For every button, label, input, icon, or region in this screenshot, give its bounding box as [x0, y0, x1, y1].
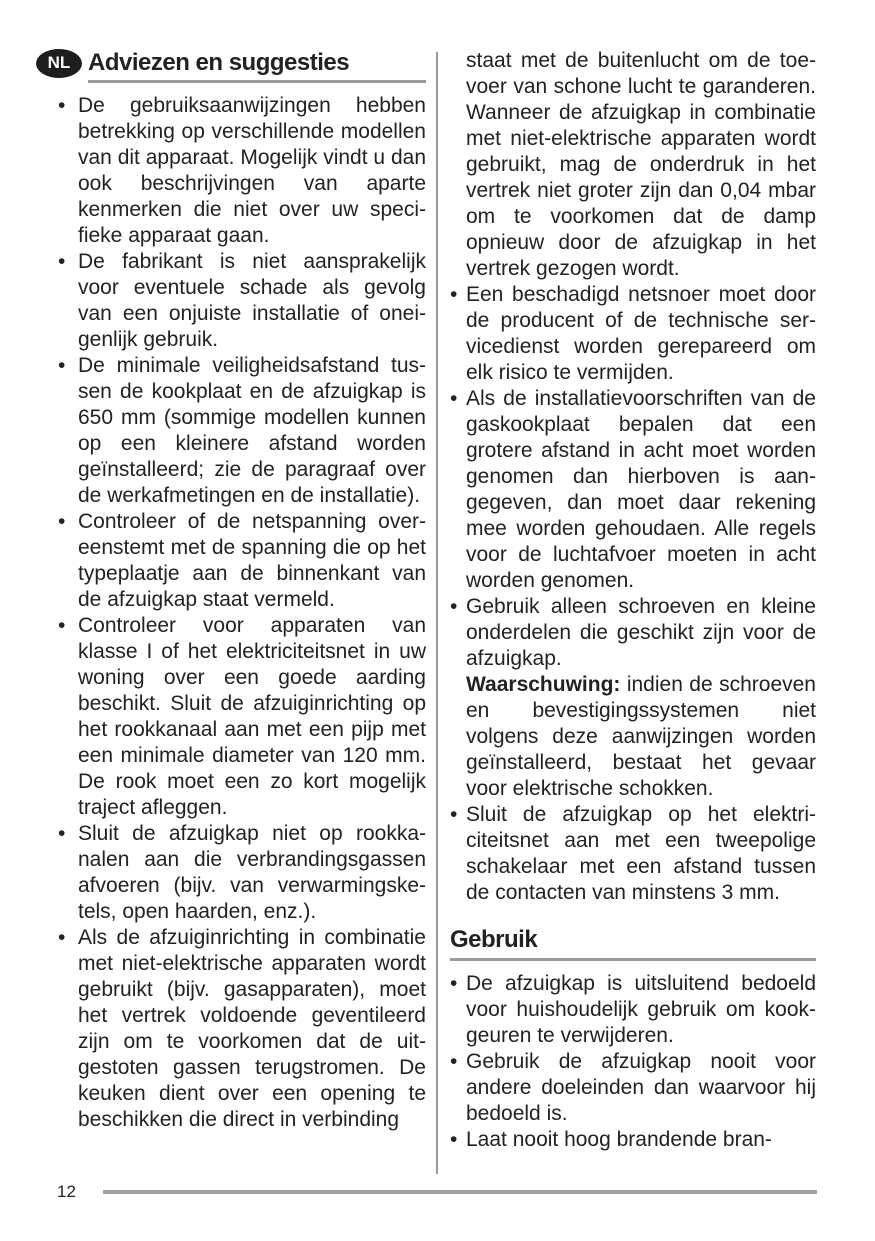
bullet-icon: • [58, 354, 66, 377]
bullet-icon: • [450, 803, 458, 826]
list-item: • Gebruik alleen schroeven en kleine onderdelen die geschikt zijn voor de afzuigkap. Waarschuwing: indien de schroeven en bevestigingssystemen niet volgens deze aanwijzingen worden geïnstalleerd, bestaat het gevaar voor elektrische schokken. [450, 595, 816, 800]
language-badge: NL [36, 49, 82, 78]
bullet-icon: • [58, 822, 66, 845]
list-item: • Als de afzuiginrichting in combinatie met niet-elektrische apparaten wordt gebruikt (bijv. gasapparaten), moet het vertrek voldoende geventileerd zijn om te voorkomen dat de uitgestoten gassen terugstromen. De keuken dient over een opening te beschikken die direct in verbinding [58, 926, 426, 1131]
right-column [450, 48, 816, 1153]
heading-underline [450, 958, 816, 961]
usage-list [450, 971, 816, 1153]
list-item: • Controleer voor apparaten van klasse I of het elektriciteitsnet in uw woning over een goede aarding beschikt. Sluit de afzuiginrichting op het rookkanaal aan met een pijp met een minimale diameter van 120 mm. De rook moet een zo kort mogelijk traject afleggen. [58, 614, 426, 819]
section-title-usage: Gebruik [450, 926, 538, 953]
bullet-icon: • [450, 972, 458, 995]
list-item: • Laat nooit hoog brandende bran- [450, 1128, 772, 1151]
list-item: • De gebruiksaanwijzingen hebben betrekking op verschillende modellen van dit apparaat. Mogelijk vindt u dan ook beschrijvingen van aparte kenmerken die niet over uw specifieke apparaat gaan. [58, 94, 426, 247]
list-item: • Controleer of de netspanning overeenstemt met de spanning die op het typeplaatje aan de binnenkant van de afzuigkap staat vermeld. [58, 510, 426, 611]
advice-list-continued [450, 282, 816, 906]
list-item: • De afzuigkap is uitsluitend bedoeld voor huishoudelijk gebruik om kookgeuren te verwijderen. [450, 972, 816, 1047]
section-title: Adviezen en suggesties [88, 49, 350, 76]
footer-rule [103, 1190, 817, 1194]
list-item: • De minimale veiligheidsafstand tussen de kookplaat en de afzuigkap is 650 mm (sommige modellen kunnen op een kleinere afstand worden geïnstalleerd; zie de paragraaf over de werkafmetingen en de installatie). [58, 354, 426, 507]
bullet-icon: • [58, 926, 66, 949]
list-item: • Sluit de afzuigkap niet op rookkanalen aan die verbrandingsgassen afvoeren (bijv. van verwarmingsketels, open haarden, enz.). [58, 822, 426, 923]
bullet-icon: • [450, 283, 458, 306]
bullet-icon: • [58, 510, 66, 533]
bullet-icon: • [450, 595, 458, 618]
list-item: • Sluit de afzuigkap op het elektriciteitsnet aan met een tweepolige schakelaar met een afstand tussen de contacten van minstens 3 mm. [450, 803, 816, 904]
warning-paragraph [466, 672, 816, 802]
bullet-icon: • [58, 94, 66, 117]
section-heading-advice [36, 48, 426, 78]
heading-underline [88, 80, 426, 83]
list-item: • Als de installatievoorschriften van de gaskookplaat bepalen dat een grotere afstand in acht moet worden genomen dan hierboven is aangegeven, dan moet daar rekening mee worden gehoudaen. Alle regels voor de luchtafvoer moeten in acht worden genomen. [450, 387, 816, 592]
section-usage [450, 925, 816, 1153]
bullet-icon: • [450, 387, 458, 410]
bullet-icon: • [58, 250, 66, 273]
warning-text: indien de schroeven en bevestigingssystemen niet volgens deze aanwijzingen worden geïnstalleerd, bestaat het gevaar voor elektrische schokken. [466, 673, 816, 800]
bullet-icon: • [58, 614, 66, 637]
list-item: • De fabrikant is niet aansprakelijk voor eventuele schade als gevolg van een onjuiste installatie of oneigenlijk gebruik. [58, 250, 426, 351]
advice-list [36, 93, 426, 1133]
page-number: 12 [57, 1182, 76, 1201]
list-item: • Een beschadigd netsnoer moet door de producent of de technische servicedienst worden gerepareerd om elk risico te vermijden. [450, 283, 816, 384]
list-item: • Gebruik de afzuigkap nooit voor andere doeleinden dan waarvoor hij bedoeld is. [450, 1050, 816, 1125]
page-footer [57, 1179, 817, 1205]
bullet-icon: • [450, 1050, 458, 1073]
warning-label: Waarschuwing: [466, 673, 621, 696]
column-divider [436, 52, 438, 1174]
left-column [36, 48, 426, 1133]
continued-paragraph: staat met de buitenlucht om de toevoer van schone lucht te garanderen. Wanneer de afzuigkap in combinatie met niet-elektrische apparaten wordt gebruikt, mag de onderdruk in het vertrek niet groter zijn dan 0,04 mbar om te voorkomen dat de damp opnieuw door de afzuigkap in het vertrek gezogen wordt. [466, 49, 816, 280]
bullet-icon: • [450, 1128, 458, 1151]
